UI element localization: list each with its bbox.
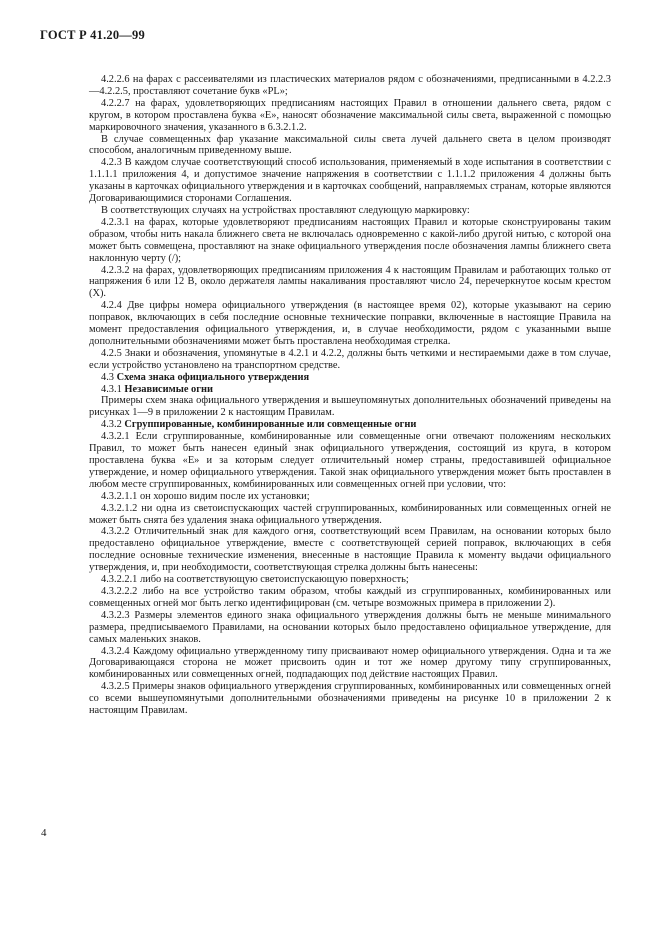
- page-number: 4: [41, 827, 47, 839]
- section-title: Схема знака официального утверждения: [116, 371, 310, 383]
- paragraph-4-3-2-5: 4.3.2.5 Примеры знаков официального утверждения сгруппированных, комбинированных или совмещенных огней со всеми вышеупомянутыми дополнительными обозначениями приведены на рисунке 10 в приложении 2 к настоящим Правилам.: [89, 681, 611, 717]
- document-body: [89, 74, 611, 717]
- paragraph-4-2-3: 4.2.3 В каждом случае соответствующий способ использования, применяемый в ходе испытания в соответствии с 1.1.1.1 приложения 4, и допустимое значение напряжения в соответствии с 1.1.1.2 приложения 4 должны быть указаны в карточках официального утверждения и в карточках сообщений, направляемых странам, которые являются Договаривающимися сторонами Соглашения.: [89, 157, 611, 205]
- paragraph-4-3-1: Примеры схем знака официального утверждения и вышеупомянутых дополнительных обозначений приведены на рисунках 1—9 в приложении 2 к настоящим Правилам.: [89, 395, 611, 419]
- paragraph-4-3-2-4: 4.3.2.4 Каждому официально утвержденному типу присваивают номер официального утверждения. Одна и та же Договаривающаяся сторона не может присвоить один и тот же номер другому типу сгруппированных, комбинированных или совмещенных огней, подпадающих под действие настоящих Правил.: [89, 645, 611, 681]
- paragraph-4-2-4: 4.2.4 Две цифры номера официального утверждения (в настоящее время 02), которые указывают на серию поправок, включающих в себя последние основные технические поправки, включенные в настоящие Правила на момент предоставления официального утверждения, и, в случае необходимости, рядом с указанными выше дополнительными обозначениями может быть проставлена необходимая стрелка.: [89, 300, 611, 347]
- paragraph-4-3-2-2: 4.3.2.2 Отличительный знак для каждого огня, соответствующий всем Правилам, на основании которых было предоставлено официальное утверждение, вместе с соответствующей серией поправок, включающих в себя последние основные технические изменения, внесенные в настоящие Правила к моменту выдачи официального утверждения, и, при необходимости, соответствующая стрелка должны быть нанесены:: [89, 526, 611, 574]
- paragraph-4-3-2-1-1: 4.3.2.1.1 он хорошо видим после их установки;: [101, 490, 310, 502]
- paragraph-4-2-2-6: 4.2.2.6 на фарах с рассеивателями из пластических материалов рядом с обозначениями, предписанными в 4.2.2.3—4.2.2.5, проставляют сочетание букв «PL»;: [89, 74, 611, 97]
- paragraph-4-2-5: 4.2.5 Знаки и обозначения, упомянутые в 4.2.1 и 4.2.2, должны быть четкими и нестираемыми даже в том случае, если устройство установлено на транспортном средстве.: [89, 347, 611, 371]
- section-heading-4-3-2: [89, 419, 611, 431]
- section-title: Независимые огни: [124, 383, 213, 395]
- paragraph-4-3-2-1-2: 4.3.2.1.2 ни одна из светоиспускающих частей сгруппированных, комбинированных или совмещенных огней не может быть снята без удаления знака официального утверждения.: [89, 502, 611, 526]
- section-heading-4-3-1: [89, 384, 611, 396]
- paragraph-4-3-2-2-2: 4.3.2.2.2 либо на все устройство таким образом, чтобы каждый из сгруппированных, комбинированных или совмещенных огней мог быть легко идентифицирован (см. четыре возможных примера в приложении 2).: [89, 585, 611, 609]
- section-heading-4-3: [89, 372, 611, 384]
- page-header: ГОСТ Р 41.20—99: [40, 28, 145, 42]
- section-number: 4.3.2: [101, 419, 122, 431]
- section-title: Сгруппированные, комбинированные или совмещенные огни: [124, 419, 417, 431]
- section-number: 4.3.1: [101, 383, 122, 395]
- section-number: 4.3: [101, 371, 114, 383]
- paragraph-4-3-2-3: 4.3.2.3 Размеры элементов единого знака официального утверждения должны быть не меньше минимального размера, предписываемого Правилами, на основании которых было предоставлено официальное утверждение, для самых маленьких знаков.: [89, 609, 611, 645]
- paragraph-4-2-3-2: 4.2.3.2 на фарах, удовлетворяющих предписаниям приложения 4 к настоящим Правилам и работающих только от напряжения 6 или 12 В, около держателя лампы накаливания проставляют число 24, перечеркнутое косым крестом (X).: [89, 264, 611, 300]
- paragraph-4-3-2-1: 4.3.2.1 Если сгруппированные, комбинированные или совмещенные огни отвечают положениям нескольких Правил, то может быть нанесен единый знак официального утверждения, состоящий из круга, в котором проставлена буква «Е» и за которым следует отличительный номер страны, предоставившей официальное утверждение, и номер официального утверждения. Такой знак официального утверждения может быть проставлен в любом месте сгруппированных, комбинированных или совмещенных огней при условии, что:: [89, 431, 611, 490]
- paragraph-4-2-2-7: 4.2.2.7 на фарах, удовлетворяющих предписаниям настоящих Правил в отношении дальнего света, рядом с кругом, в котором проставлена буква «Е», наносят обозначение максимальной силы света, выраженной с помощью маркировочного значения, указанного в 6.3.2.1.2.: [89, 97, 611, 133]
- paragraph-4-2-3-1: 4.2.3.1 на фарах, которые удовлетворяют предписаниям настоящих Правил и которые сконструированы таким образом, чтобы нить накала ближнего света не включалась одновременно с какой-либо другой нитью, с которой она может быть совмещена, проставляют на знаке официального утверждения после обозначения лампы ближнего света наклонную черту (/);: [89, 216, 611, 264]
- paragraph-4-3-2-2-1: 4.3.2.2.1 либо на соответствующую светоиспускающую поверхность;: [101, 574, 409, 586]
- paragraph-combined-lamps: В случае совмещенных фар указание максимальной силы света лучей дальнего света в целом производят способом, аналогичным приведенному выше.: [89, 133, 611, 157]
- paragraph-marking-intro: В соответствующих случаях на устройствах проставляют следующую маркировку:: [101, 204, 470, 216]
